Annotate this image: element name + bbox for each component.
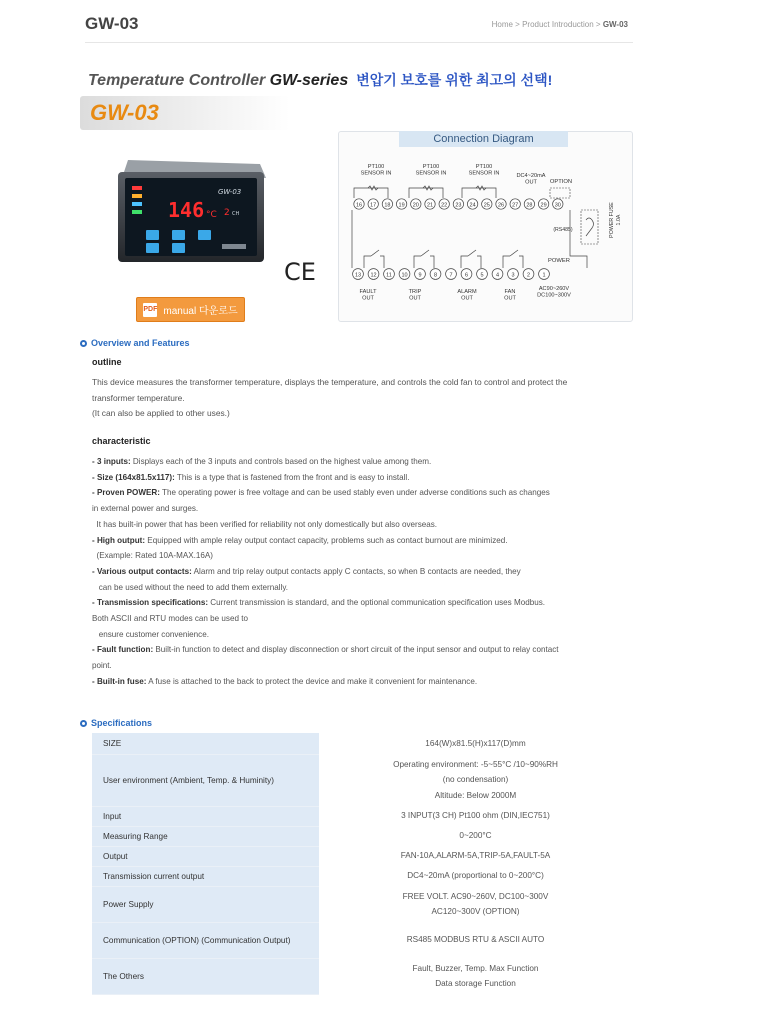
characteristic-title: characteristic	[92, 436, 151, 446]
sensor-wire	[409, 188, 443, 198]
spec-label: Measuring Range	[92, 826, 319, 846]
product-tagline: 변압기 보호를 위한 최고의 선택!	[356, 72, 553, 88]
device-button	[146, 243, 159, 253]
characteristic-item	[92, 517, 637, 533]
spec-row	[92, 826, 632, 846]
spec-value-line: Operating environment: -5~55°C /10~90%RH	[393, 759, 558, 769]
product-line-title	[88, 70, 552, 90]
product-line-prefix: Temperature Controller	[88, 72, 270, 89]
characteristic-text: Equipped with ample relay output contact capacity, problems such as contact burnout are minimized.	[145, 535, 508, 545]
spec-value-line: (no condensation)	[442, 775, 509, 785]
spec-value	[319, 733, 632, 754]
terminal-number: 3	[511, 272, 515, 279]
device-button	[198, 230, 211, 240]
ce-mark: CE	[284, 258, 316, 286]
spec-value-line: DC4~20mA (proportional to 0~200°C)	[407, 871, 544, 881]
connection-diagram-drawing	[338, 148, 631, 320]
breadcrumb	[492, 20, 628, 29]
fuse-icon	[586, 218, 594, 236]
characteristic-text: in external power and surges.	[92, 504, 199, 514]
output-label: OUT	[409, 295, 421, 302]
characteristic-item	[92, 658, 637, 674]
specifications-heading-text: Specifications	[91, 718, 153, 728]
fuse-box	[581, 210, 598, 244]
terminal-number: 9	[418, 272, 422, 279]
output-label: OUT	[504, 295, 516, 302]
terminal-number: 7	[449, 272, 453, 279]
manual-download-button[interactable]	[136, 297, 245, 322]
page-title: GW-03	[85, 14, 139, 33]
terminal-number: 28	[526, 202, 533, 209]
pdf-icon: PDF	[143, 303, 157, 317]
relay-wire	[380, 256, 384, 268]
outline-line: (It can also be applied to other uses.)	[92, 408, 230, 419]
spec-row	[92, 866, 632, 886]
relay-contact-icon	[421, 250, 429, 256]
spec-row	[92, 846, 632, 866]
outline-line: transformer temperature.	[92, 392, 185, 403]
sensor-label: SENSOR IN	[360, 170, 392, 177]
characteristic-item	[92, 564, 637, 580]
relay-wire	[477, 256, 481, 268]
section-bullet-icon	[80, 720, 87, 727]
characteristic-item	[92, 642, 637, 658]
spec-value	[319, 754, 632, 806]
characteristic-key: - 3 inputs:	[92, 457, 131, 466]
sensor-label: SENSOR IN	[468, 170, 500, 177]
device-logo	[222, 244, 246, 249]
spec-label: Output	[92, 846, 319, 866]
characteristic-text: Built-in function to detect and display disconnection or short circuit of the input sensor and output to relay contact	[153, 645, 559, 655]
sensor-label: PT100	[367, 164, 385, 170]
spec-row	[92, 958, 632, 994]
terminal-number: 16	[355, 202, 363, 209]
terminal-number: 27	[512, 202, 519, 209]
output-label: AC90~260V	[538, 286, 570, 292]
characteristic-item	[92, 485, 637, 501]
spec-value	[319, 846, 632, 866]
output-label: DC100~300V	[537, 292, 571, 299]
output-label: FAULT	[359, 289, 377, 295]
spec-label: Communication (OPTION) (Communication Output)	[92, 922, 319, 958]
spec-value-line: FAN-10A,ALARM-5A,TRIP-5A,FAULT-5A	[400, 851, 551, 861]
characteristic-key: - Transmission specifications:	[92, 598, 209, 608]
model-name: GW-03	[90, 100, 159, 125]
spec-row	[92, 733, 632, 754]
option-label: OPTION	[549, 179, 573, 185]
breadcrumb-home-link[interactable]: Home	[491, 20, 513, 29]
spec-value-line: Fault, Buzzer, Temp. Max Function	[412, 963, 539, 973]
output-label: OUT	[461, 295, 473, 302]
outline-text	[92, 375, 637, 422]
spec-value-line: Altitude: Below 2000M	[434, 790, 517, 800]
characteristic-text: (Example: Rated 10A-MAX.16A)	[92, 551, 214, 561]
spec-value-line: 0~200°C	[459, 831, 492, 841]
terminal-number: 5	[480, 272, 484, 279]
characteristic-key: - Size (164x81.5x117):	[92, 472, 175, 482]
rs485-label: (RS485)	[553, 227, 573, 233]
overview-heading	[80, 338, 190, 348]
characteristic-text: Alarm and trip relay output contacts apply C contacts, so when B contacts are needed, they	[191, 566, 521, 576]
output-label: TRIP	[408, 289, 422, 295]
spec-value-line: 164(W)x81.5(H)x117(D)mm	[425, 738, 526, 748]
terminal-number: 25	[483, 202, 490, 209]
breadcrumb-current: GW-03	[602, 20, 628, 29]
outline-line: This device measures the transformer temperature, displays the temperature, and controls the cold fan to control and protect the	[92, 377, 568, 387]
terminal-number: 29	[540, 202, 547, 209]
terminal-number: 26	[497, 202, 505, 209]
spec-label: Input	[92, 806, 319, 826]
characteristic-item	[92, 470, 637, 486]
terminal-number: 21	[426, 202, 434, 209]
relay-wire	[519, 256, 523, 268]
device-photo	[110, 158, 268, 264]
terminal-number: 12	[370, 272, 377, 279]
characteristic-list	[92, 454, 637, 690]
relay-contact-icon	[468, 250, 476, 256]
sensor-wire	[354, 188, 388, 198]
terminal-number: 2	[526, 272, 531, 279]
overview-heading-text: Overview and Features	[91, 338, 190, 348]
power-label: POWER	[548, 258, 570, 264]
dc-output-label: DC4~20mA	[516, 173, 546, 179]
dc-output-label: OUT	[525, 179, 537, 186]
device-button	[172, 243, 185, 253]
output-label: FAN	[504, 289, 516, 295]
characteristic-key: - High output:	[92, 535, 146, 545]
relay-contact-icon	[371, 250, 379, 256]
characteristic-key: - Various output contacts:	[92, 566, 192, 576]
output-label: OUT	[362, 295, 374, 302]
spec-row	[92, 886, 632, 922]
characteristic-text: It has built-in power that has been verified for reliability not only domestically but also overseas.	[92, 519, 438, 529]
characteristic-text: Displays each of the 3 inputs and controls based on the highest value among them.	[130, 457, 432, 466]
terminal-number: 24	[469, 202, 476, 209]
specifications-heading	[80, 718, 152, 728]
sensor-label: SENSOR IN	[415, 170, 447, 177]
terminal-number: 8	[433, 272, 438, 279]
power-fuse-label: POWER FUSE	[609, 202, 615, 238]
device-button	[146, 230, 159, 240]
terminal-number: 4	[495, 272, 500, 279]
terminal-number: 18	[384, 202, 391, 209]
specifications-table	[92, 733, 632, 995]
spec-value-line: Data storage Function	[435, 979, 516, 988]
terminal-number: 20	[412, 202, 419, 209]
spec-label: The Others	[92, 958, 319, 994]
spec-value	[319, 958, 632, 994]
spec-value	[319, 826, 632, 846]
device-button	[172, 230, 185, 240]
spec-value	[319, 866, 632, 886]
characteristic-item	[92, 501, 637, 517]
device-display-value: 146	[168, 198, 205, 222]
spec-value-line: 3 INPUT(3 CH) Pt100 ohm (DIN,IEC751)	[401, 811, 550, 821]
characteristic-key: - Fault function:	[92, 645, 154, 655]
spec-label: User environment (Ambient, Temp. & Huminity)	[92, 754, 319, 806]
characteristic-item	[92, 627, 637, 643]
spec-label: Power Supply	[92, 886, 319, 922]
sensor-label: PT100	[422, 164, 440, 170]
sensor-label: PT100	[475, 164, 493, 170]
output-label: ALARM	[457, 289, 477, 295]
spec-row	[92, 806, 632, 826]
spec-label: Transmission current output	[92, 866, 319, 886]
terminal-number: 11	[386, 272, 392, 279]
relay-contact-icon	[510, 250, 518, 256]
spec-value-line: RS485 MODBUS RTU & ASCII AUTO	[406, 935, 545, 945]
characteristic-text: A fuse is attached to the back to protect the device and make it convenient for maintenance.	[146, 676, 478, 686]
terminal-number: 6	[464, 272, 469, 279]
spec-row	[92, 922, 632, 958]
breadcrumb-product-link[interactable]: Product Introduction	[522, 20, 594, 29]
characteristic-item	[92, 580, 637, 596]
device-channel-suffix: CH	[232, 211, 240, 217]
characteristic-item	[92, 595, 637, 611]
terminal-number: 13	[354, 272, 362, 279]
device-brand-label: GW-03	[218, 188, 242, 196]
relay-wire	[414, 256, 421, 268]
spec-value-line: FREE VOLT. AC90~260V, DC100~300V	[402, 891, 549, 901]
spec-row	[92, 754, 632, 806]
spec-value-line: AC120~300V (OPTION)	[431, 907, 520, 916]
characteristic-item	[92, 454, 637, 470]
spec-value	[319, 806, 632, 826]
relay-wire	[503, 256, 510, 268]
spec-value	[319, 886, 632, 922]
relay-wire	[430, 256, 434, 268]
characteristic-key: - Built-in fuse:	[92, 676, 147, 686]
characteristic-text: Both ASCII and RTU modes can be used to	[92, 614, 248, 624]
characteristic-item	[92, 674, 637, 690]
characteristic-text: can be used without the need to add them externally.	[92, 582, 289, 592]
characteristic-item	[92, 533, 637, 549]
relay-wire	[364, 256, 371, 268]
power-fuse-rating: 1.0A	[616, 214, 622, 226]
breadcrumb-separator: >	[593, 20, 603, 29]
terminal-number: 10	[401, 272, 408, 279]
outline-title: outline	[92, 357, 122, 367]
terminal-number: 23	[455, 202, 462, 209]
characteristic-key: - Proven POWER:	[92, 488, 160, 498]
breadcrumb-separator: >	[512, 20, 523, 29]
option-box	[550, 188, 570, 198]
section-bullet-icon	[80, 340, 87, 347]
manual-download-label: manual 다운로드	[163, 306, 238, 317]
wire	[570, 210, 587, 268]
characteristic-text: The operating power is free voltage and can be used stably even under adverse conditions such as changes	[159, 488, 550, 498]
characteristic-item	[92, 548, 637, 564]
diagram-title: Connection Diagram	[399, 131, 568, 147]
characteristic-item	[92, 611, 637, 627]
terminal-number: 17	[370, 202, 377, 209]
product-series: GW-series	[269, 72, 349, 89]
terminal-number: 30	[554, 202, 561, 209]
spec-label: SIZE	[92, 733, 319, 754]
device-display-unit: °C	[206, 210, 217, 220]
header-divider	[85, 42, 633, 43]
characteristic-text: Current transmission is standard, and the optional communication specification uses Modbus.	[208, 598, 546, 608]
relay-wire	[461, 256, 468, 268]
terminal-number: 1	[542, 272, 546, 279]
characteristic-text: ensure customer convenience.	[92, 629, 209, 639]
characteristic-text: This is a type that is fastened from the front and is easy to install.	[174, 472, 410, 482]
terminal-number: 19	[398, 202, 405, 209]
spec-value	[319, 922, 632, 958]
sensor-wire	[462, 188, 496, 198]
characteristic-text: point.	[92, 661, 112, 671]
terminal-number: 22	[441, 202, 448, 209]
device-channel: 2	[224, 208, 230, 218]
